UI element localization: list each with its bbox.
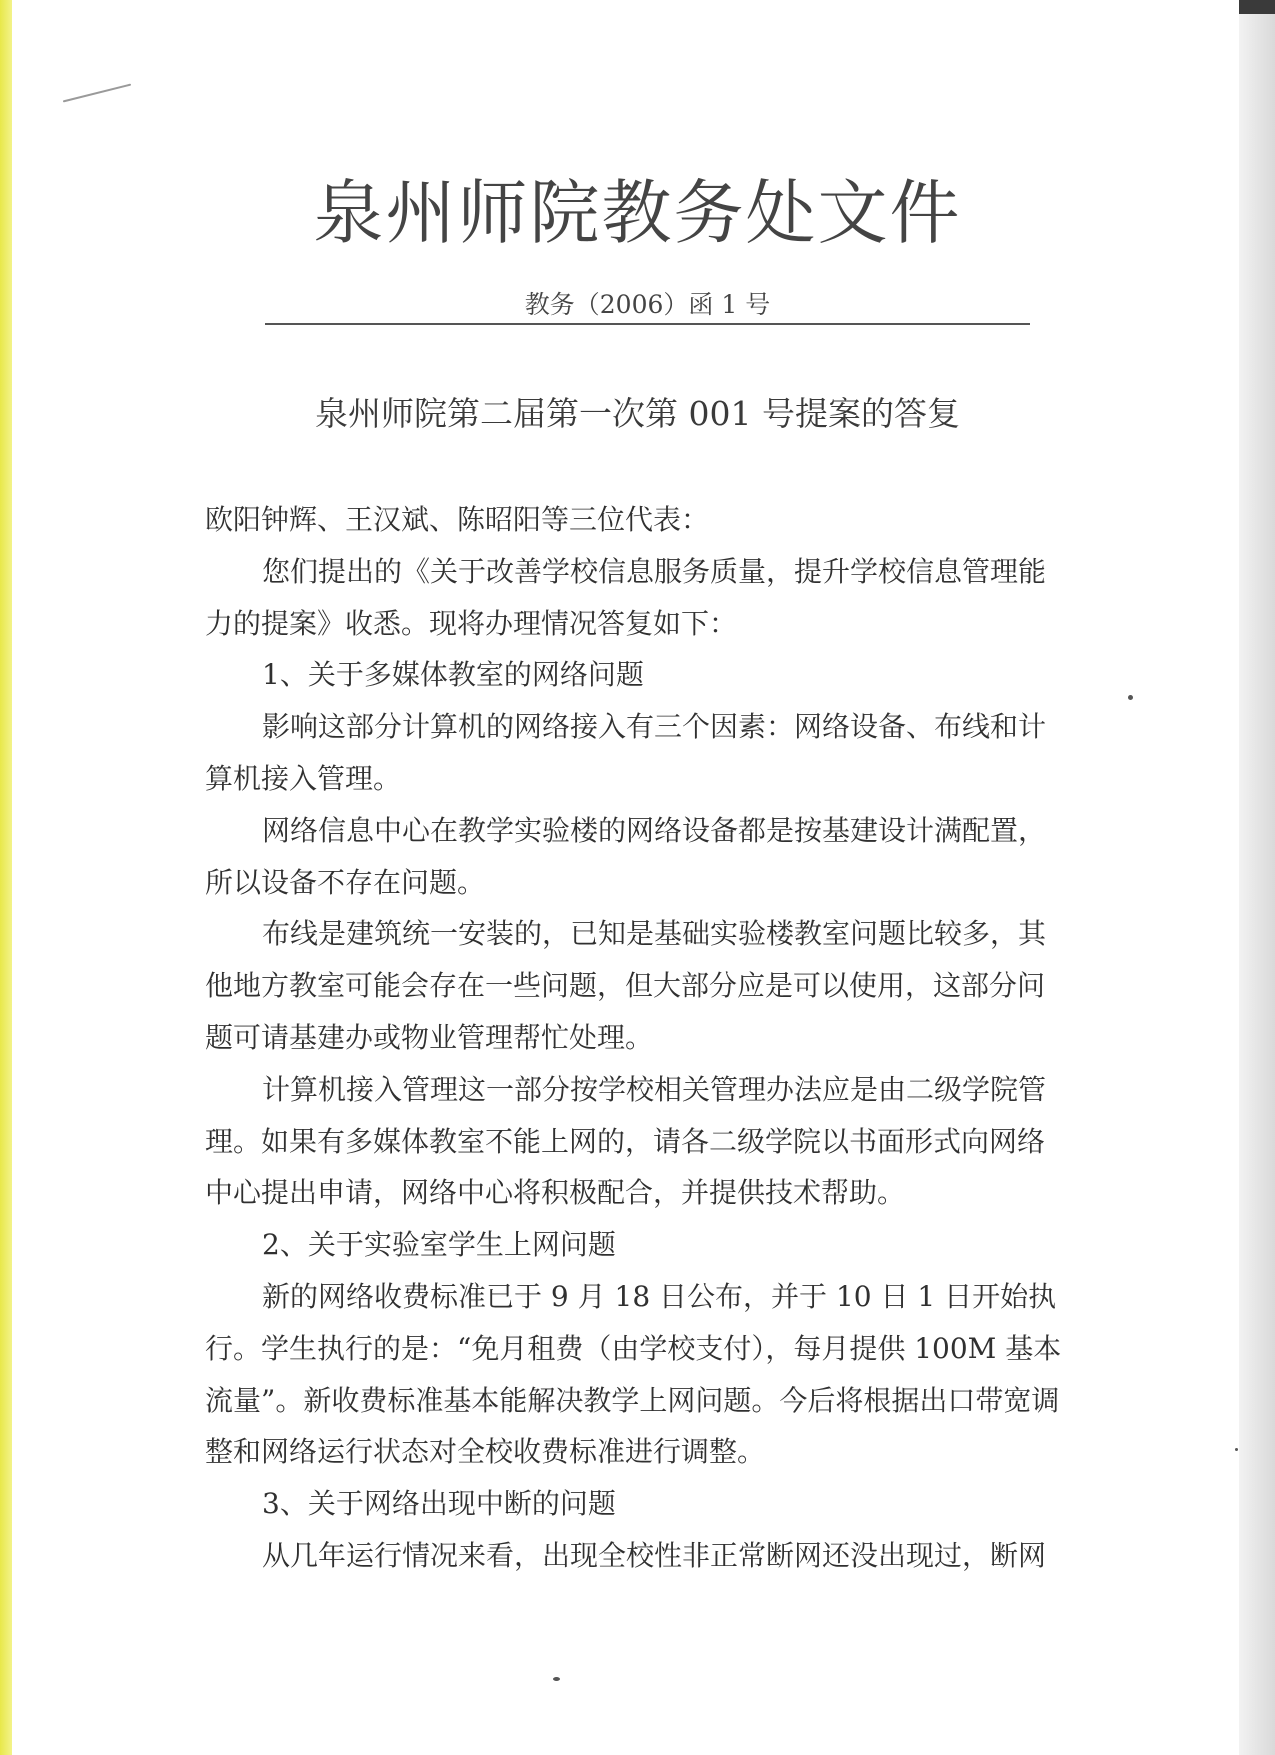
- section-heading: 1、关于多媒体教室的网络问题: [262, 658, 644, 692]
- document-title: 泉州师院第二届第一次第 001 号提案的答复: [315, 394, 960, 433]
- document-header: 泉州师院教务处文件: [313, 172, 962, 254]
- document-number: 教务（2006）函 1 号: [524, 290, 771, 319]
- scan-left-edge: [0, 0, 12, 1755]
- paragraph: 影响这部分计算机的网络接入有三个因素：网络设备、布线和计算机接入管理。: [205, 710, 1047, 795]
- document-body: [205, 494, 1065, 1582]
- paragraph: 从几年运行情况来看，出现全校性非正常断网还没出现过，断网: [262, 1538, 1047, 1572]
- paragraph: 布线是建筑统一安装的，已知是基础实验楼教室问题比较多，其他地方教室可能会存在一些问题，但大部分应是可以使用，这部分问题可请基建办或物业管理帮忙处理。: [205, 917, 1047, 1054]
- scan-right-edge: [1239, 0, 1275, 1755]
- salutation: 欧阳钟辉、王汉斌、陈昭阳等三位代表：: [205, 503, 710, 536]
- pen-mark: [63, 84, 131, 103]
- paragraph: 计算机接入管理这一部分按学校相关管理办法应是由二级学院管理。如果有多媒体教室不能上网的，请各二级学院以书面形式向网络中心提出申请，网络中心将积极配合，并提供技术帮助。: [205, 1072, 1047, 1210]
- paragraph: 网络信息中心在教学实验楼的网络设备都是按基建设计满配置，所以设备不存在问题。: [205, 813, 1047, 899]
- header-rule: [265, 323, 1030, 325]
- scan-speck: [553, 1677, 560, 1681]
- paragraph: 新的网络收费标准已于 9 月 18 日公布，并于 10 日 1 日开始执行。学生执行的是：“免月租费（由学校支付），每月提供 100M 基本流量”。新收费标准基本能解决教学上网问题。今后将根据出口带宽调整和网络运行状态对全校收费标准进行调整。: [205, 1279, 1062, 1469]
- scan-speck: [1128, 695, 1133, 700]
- section-heading: 3、关于网络出现中断的问题: [262, 1487, 616, 1521]
- section-heading: 2、关于实验室学生上网问题: [262, 1228, 616, 1262]
- scan-corner-shadow: [1239, 0, 1275, 14]
- paragraph: 您们提出的《关于改善学校信息服务质量，提升学校信息管理能力的提案》收悉。现将办理情况答复如下：: [205, 554, 1047, 640]
- scan-speck: [1235, 1448, 1238, 1451]
